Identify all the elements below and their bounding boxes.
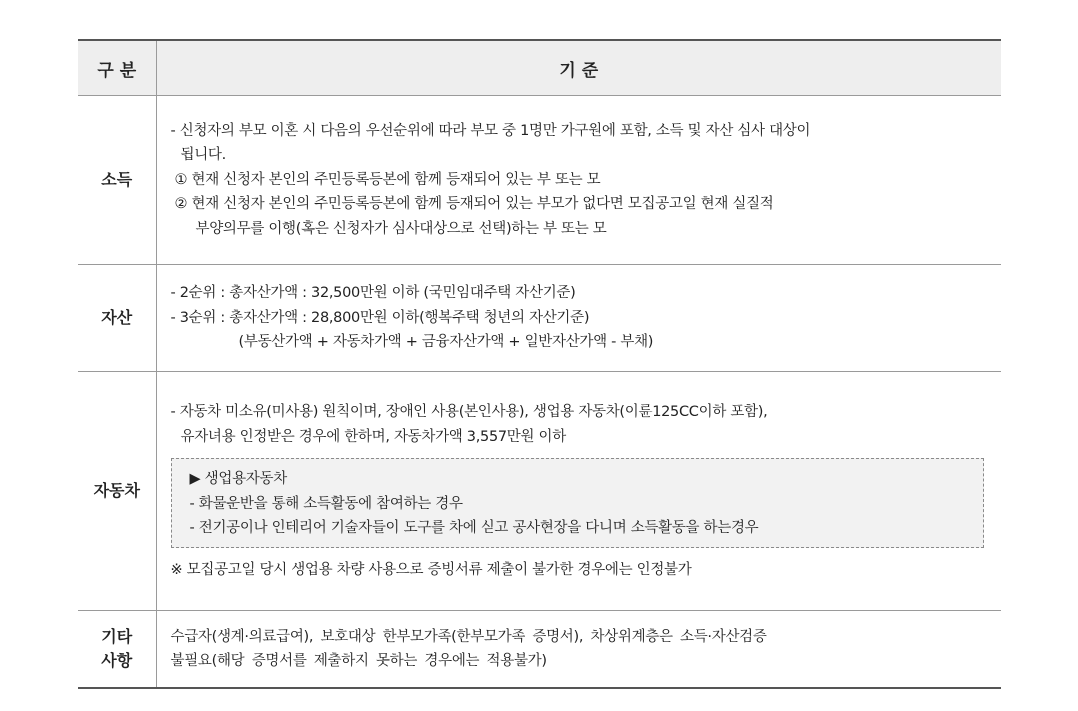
criteria-table-container: [78, 39, 1001, 689]
income-line-4: ② 현재 신청자 본인의 주민등록등본에 함께 등재되어 있는 부모가 없다면 모집공고일 현재 실질적: [174, 196, 774, 213]
content-income: [156, 96, 1001, 265]
income-line-3: ① 현재 신청자 본인의 주민등록등본에 함께 등재되어 있는 부 또는 모: [174, 171, 601, 188]
asset-line-3: (부동산가액 + 자동차가액 + 금융자산가액 + 일반자산가액 - 부채): [238, 334, 654, 351]
category-etc: [78, 611, 156, 689]
criteria-table: [78, 39, 1001, 689]
asset-line-1: - 2순위 : 총자산가액 : 32,500만원 이하 (국민임대주택 자산기준): [170, 285, 576, 302]
content-etc: [156, 611, 1001, 689]
table-row-car: [78, 372, 1001, 611]
income-line-5: 부양의무를 이행(혹은 신청자가 심사대상으로 선택)하는 부 또는 모: [195, 220, 607, 237]
car-note: ※ 모집공고일 당시 생업용 차량 사용으로 증빙서류 제출이 불가한 경우에는 인정불가: [170, 561, 692, 578]
asset-line-2: - 3순위 : 총자산가액 : 28,800만원 이하(행복주택 청년의 자산기준): [170, 309, 590, 326]
category-income: 소득: [78, 96, 156, 265]
table-row-asset: [78, 265, 1001, 372]
car-line-1: - 자동차 미소유(미사용) 원칙이며, 장애인 사용(본인사용), 생업용 자동차(이륜125CC이하 포함),: [170, 404, 768, 420]
business-car-title: ▶ 생업용자동차: [189, 471, 287, 487]
category-asset: 자산: [78, 265, 156, 372]
category-car: 자동차: [78, 372, 156, 611]
table-row-etc: [78, 611, 1001, 689]
income-line-2: 됩니다.: [180, 147, 226, 164]
business-car-item-1: - 화물운반을 통해 소득활동에 참여하는 경우: [189, 495, 463, 512]
business-car-item-2: - 전기공이나 인테리어 기술자들이 도구를 차에 싣고 공사현장을 다니며 소득활동을 하는경우: [189, 520, 759, 536]
table-header-row: [78, 40, 1001, 96]
table-row-income: [78, 96, 1001, 265]
content-car: [156, 372, 1001, 611]
category-etc-line-2: 사항: [101, 651, 133, 670]
etc-line-1: 수급자(생계·의료급여), 보호대상 한부모가족(한부모가족 증명서), 차상위계층은 소득·자산검증: [170, 628, 767, 645]
car-line-2: 유자녀용 인정받은 경우에 한하며, 자동차가액 3,557만원 이하: [180, 428, 566, 445]
category-etc-line-1: 기타: [101, 627, 133, 646]
business-car-box: [171, 458, 984, 548]
content-asset: [156, 265, 1001, 372]
etc-line-2: 불필요(해당 증명서를 제출하지 못하는 경우에는 적용불가): [170, 653, 547, 669]
header-criteria: 기 준: [156, 40, 1001, 96]
income-line-1: - 신청자의 부모 이혼 시 다음의 우선순위에 따라 부모 중 1명만 가구원에 포함, 소득 및 자산 심사 대상이: [170, 122, 811, 139]
header-category: 구 분: [78, 40, 156, 96]
